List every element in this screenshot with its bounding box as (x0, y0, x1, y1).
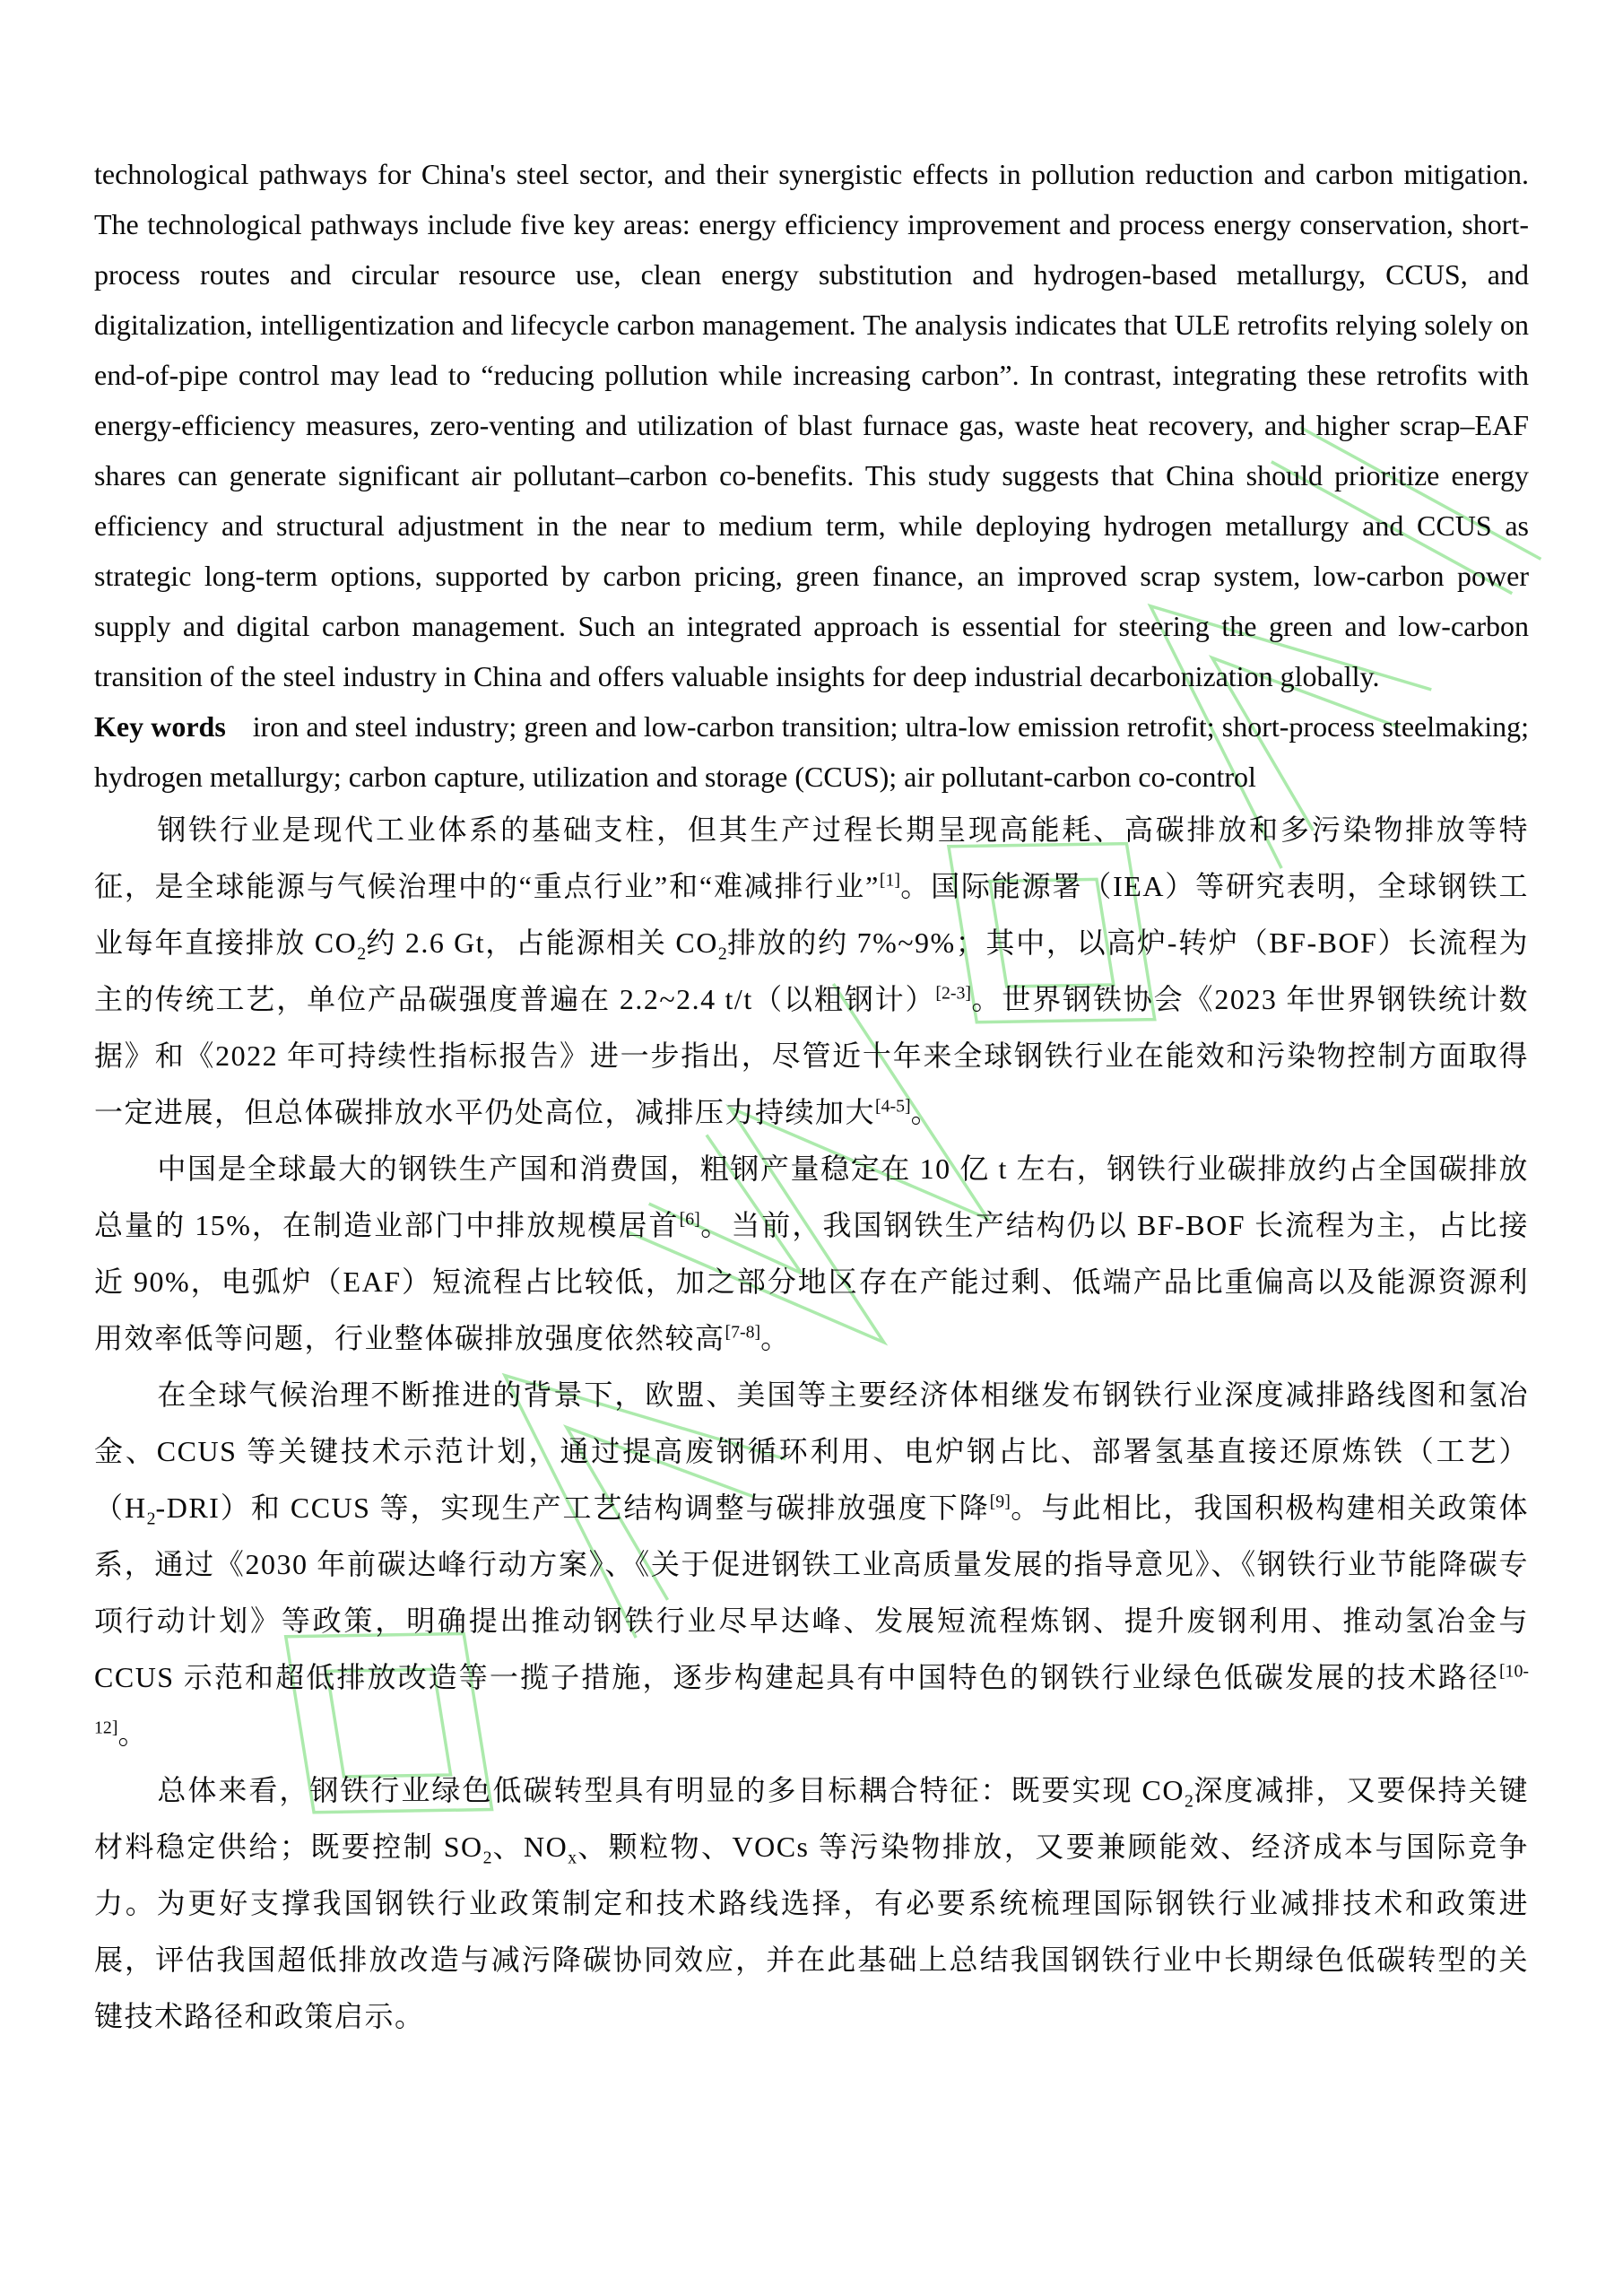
intro-paragraph-2: 中国是全球最大的钢铁生产国和消费国，粗钢产量稳定在 10 亿 t 左右，钢铁行业碳排放约占全国碳排放总量的 15%，在制造业部门中排放规模居首[6]。当前，我国钢铁生产结构仍以 BF-BOF 长流程为主，占比接近 90%，电弧炉（EAF）短流程占比较低，加之部分地区存在产能过剩、低端产品比重偏高以及能源资源利用效率低等问题，行业整体碳排放强度依然较高[7-8]。 (94, 1152, 1529, 1354)
keywords-label: Key words (94, 710, 226, 743)
abstract-continuation-paragraph: technological pathways for China's steel sector, and their synergistic effects in pollution reduction and carbon mitigation. The technological pathways include five key areas: energy efficiency improvement and process energy conservation, short-process routes and circular resource use, clean energy substitution and hydrogen-based metallurgy, CCUS, and digitalization, intelligentization and lifecycle carbon management. The analysis indicates that ULE retrofits relying solely on end-of-pipe control may lead to “reducing pollution while increasing carbon”. In contrast, integrating these retrofits with energy-efficiency measures, zero-venting and utilization of blast furnace gas, waste heat recovery, and higher scrap–EAF shares can generate significant air pollutant–carbon co-benefits. This study suggests that China should prioritize energy efficiency and structural adjustment in the near to medium term, while deploying hydrogen metallurgy and CCUS as strategic long-term options, supported by carbon pricing, green finance, an improved scrap system, low-carbon power supply and digital carbon management. Such an integrated approach is essential for steering the green and low-carbon transition of the steel industry in China and offers valuable insights for deep industrial decarbonization globally. (94, 158, 1529, 692)
page-body (94, 149, 1529, 2045)
intro-paragraph-1: 钢铁行业是现代工业体系的基础支柱，但其生产过程长期呈现高能耗、高碳排放和多污染物排放等特征，是全球能源与气候治理中的“重点行业”和“难减排行业”[1]。国际能源署（IEA）等研究表明，全球钢铁工业每年直接排放 $CO_2$约 2.6 Gt，占能源相关 $CO_2$排放的约 7%~9%；其中，以高炉-转炉（BF-BOF）长流程为主的传统工艺，单位产品碳强度普遍在 2.2~2.4 t/t（以粗钢计）[2-3]。世界钢铁协会《2023 年世界钢铁统计数据》和《2022 年可持续性指标报告》进一步指出，尽管近十年来全球钢铁行业在能效和污染物控制方面取得一定进展，但总体碳排放水平仍处高位，减排压力持续加大[4-5]。 (94, 813, 1529, 1128)
intro-paragraph-4: 总体来看，钢铁行业绿色低碳转型具有明显的多目标耦合特征：既要实现 $CO_2$深度减排，又要保持关键材料稳定供给；既要控制 $SO_2$、$NO_x$、颗粒物、VOCs 等污染物排放，又要兼顾能效、经济成本与国际竞争力。为更好支撑我国钢铁行业政策制定和技术路线选择，有必要系统梳理国际钢铁行业减排技术和政策进展，评估我国超低排放改造与减污降碳协同效应，并在此基础上总结我国钢铁行业中长期绿色低碳转型的关键技术路径和政策启示。 (94, 1774, 1529, 2032)
intro-paragraph-3: 在全球气候治理不断推进的背景下，欧盟、美国等主要经济体相继发布钢铁行业深度减排路线图和氢冶金、CCUS 等关键技术示范计划，通过提高废钢循环利用、电炉钢占比、部署氢基直接还原炼铁（工艺）$(H_2-DRI)$和 CCUS 等，实现生产工艺结构调整与碳排放强度下降[9]。与此相比，我国积极构建相关政策体系，通过《2030 年前碳达峰行动方案》、《关于促进钢铁工业高质量发展的指导意见》、《钢铁行业节能降碳专项行动计划》等政策，明确提出推动钢铁行业尽早达峰、发展短流程炼钢、提升废钢利用、推动氢冶金与 CCUS 示范和超低排放改造等一揽子措施，逐步构建起具有中国特色的钢铁行业绿色低碳发展的技术路径[10-12]。 (94, 1378, 1529, 1750)
keywords-text: iron and steel industry; green and low-carbon transition; ultra-low emission retrofit; short-process steelmaking; hydrogen metallurgy; carbon capture, utilization and storage (CCUS); air pollutant-carbon co-control (94, 710, 1530, 793)
keywords-line (94, 701, 1529, 802)
